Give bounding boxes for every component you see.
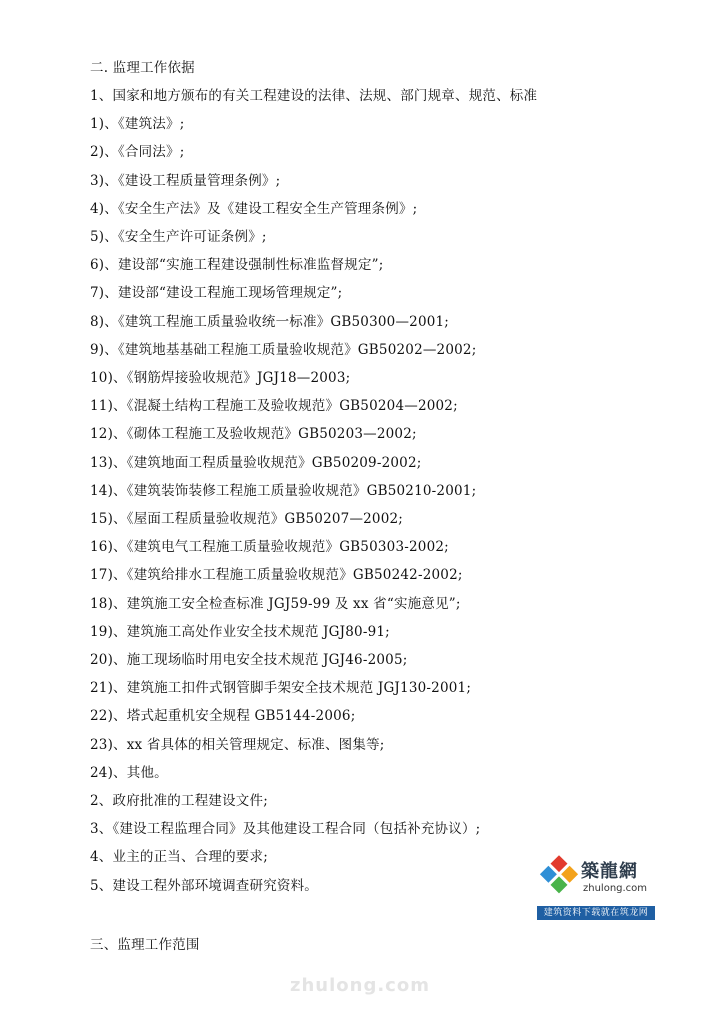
- list-item: 16)、《建筑电气工程施工质量验收规范》GB50303-2002;: [90, 539, 449, 556]
- list-item: 17)、《建筑给排水工程施工质量验收规范》GB50242-2002;: [90, 567, 463, 584]
- list-item: 10)、《钢筋焊接验收规范》JGJ18—2003;: [90, 370, 351, 386]
- zhulong-logo: [537, 851, 655, 923]
- logo-mark-icon: [539, 855, 579, 899]
- logo-slogan: 建筑资料下载就在筑龙网: [537, 906, 655, 920]
- section-heading: 二. 监理工作依据: [90, 60, 195, 76]
- list-item: 11)、《混凝土结构工程施工及验收规范》GB50204—2002;: [90, 398, 458, 415]
- logo-square: [551, 876, 568, 893]
- list-item: 4、业主的正当、合理的要求;: [90, 849, 268, 866]
- list-item: 23)、xx 省具体的相关管理规定、标准、图集等;: [90, 736, 385, 753]
- list-item: 21)、建筑施工扣件式钢管脚手架安全技术规范 JGJ130-2001;: [90, 680, 472, 697]
- list-item: 9)、《建筑地基基础工程施工质量验收规范》GB50202—2002;: [90, 341, 477, 358]
- list-item: 24)、其他。: [90, 764, 168, 781]
- list-item: 3、《建设工程监理合同》及其他建设工程合同（包括补充协议）;: [90, 821, 481, 838]
- list-item: 4)、《安全生产法》及《建设工程安全生产管理条例》;: [90, 200, 418, 217]
- list-item: 1)、《建筑法》;: [90, 116, 185, 133]
- list-item: 5、建设工程外部环境调查研究资料。: [90, 877, 318, 894]
- logo-square: [551, 855, 568, 872]
- list-item: 22)、塔式起重机安全规程 GB5144-2006;: [90, 708, 356, 725]
- section-heading: 三、监理工作范围: [90, 937, 200, 953]
- list-item: 19)、建筑施工高处作业安全技术规范 JGJ80-91;: [90, 623, 390, 640]
- logo-title: 築龍網: [581, 861, 638, 882]
- logo-domain: zhulong.com: [583, 883, 648, 894]
- list-item: 7)、建设部“建设工程施工现场管理规定”;: [90, 285, 343, 302]
- logo-square: [540, 866, 557, 883]
- list-item: 1、国家和地方颁布的有关工程建设的法律、法规、部门规章、规范、标准: [90, 88, 538, 104]
- list-item: 2、政府批准的工程建设文件;: [90, 793, 268, 809]
- list-item: 12)、《砌体工程施工及验收规范》GB50203—2002;: [90, 426, 417, 443]
- list-item: 15)、《屋面工程质量验收规范》GB50207—2002;: [90, 511, 404, 527]
- list-item: 3)、《建设工程质量管理条例》;: [90, 172, 281, 189]
- list-item: 18)、建筑施工安全检查标准 JGJ59-99 及 xx 省“实施意见”;: [90, 595, 461, 612]
- list-item: 5)、《安全生产许可证条例》;: [90, 229, 267, 245]
- list-item: 2)、《合同法》;: [90, 144, 185, 161]
- list-item: 6)、建设部“实施工程建设强制性标准监督规定”;: [90, 257, 384, 274]
- list-item: 20)、施工现场临时用电安全技术规范 JGJ46-2005;: [90, 652, 408, 668]
- logo-square: [561, 866, 578, 883]
- list-item: 13)、《建筑地面工程质量验收规范》GB50209-2002;: [90, 454, 422, 471]
- watermark: zhulong.com: [290, 975, 430, 996]
- list-item: 8)、《建筑工程施工质量验收统一标准》GB50300—2001;: [90, 313, 450, 330]
- list-item: 14)、《建筑装饰装修工程施工质量验收规范》GB50210-2001;: [90, 482, 477, 499]
